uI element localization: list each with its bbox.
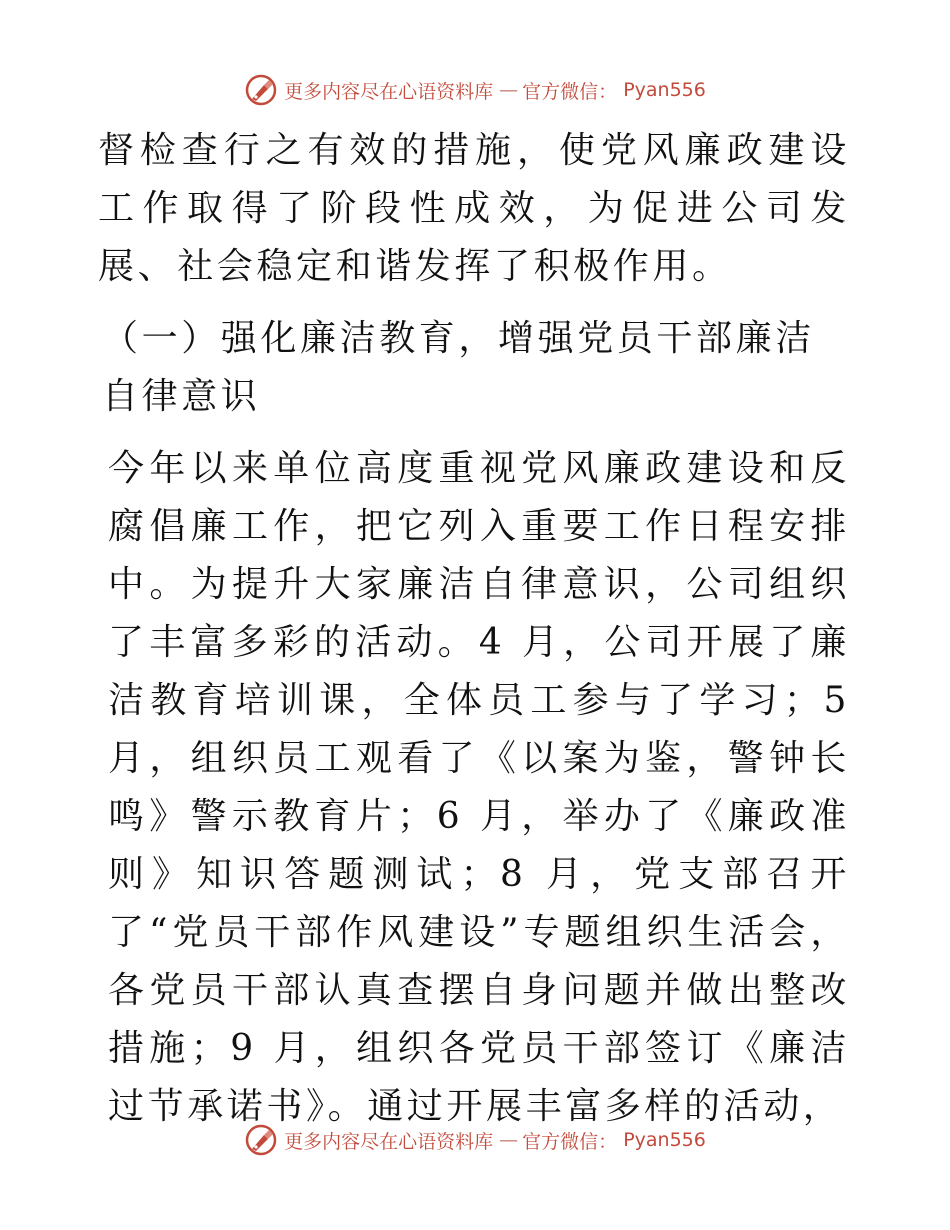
watermark-wechat-id: Pyan556 (623, 79, 706, 101)
paragraph-body: 今年以来单位高度重视党风廉政建设和反腐倡廉工作，把它列入重要工作日程安排中。为提升大家廉洁自律意识，公司组织了丰富多彩的活动。4 月，公司开展了廉洁教育培训课，全体员工参与了学习；5 月，组织员工观看了《以案为鉴，警钟长鸣》警示教育片；6 月，举办了《廉政准则》知识答题测试；8 月，党支部召开了“党员干部作风建设”专题组织生活会，各党员干部认真查摆自身问题并做出整改措施；9 月，组织各党员干部签订《廉洁过节承诺书》。通过开展丰富多样的活动， (108, 448, 850, 1127)
watermark-brand-text: 更多内容尽在心语资料库 (284, 80, 494, 103)
watermark-brand-text: 更多内容尽在心语资料库 (284, 1130, 494, 1153)
header-watermark (0, 70, 950, 110)
watermark-separator: — (499, 79, 517, 101)
footer-watermark (0, 1120, 950, 1160)
watermark-wechat-label: 官方微信： (522, 80, 618, 103)
fountain-pen-logo-icon (244, 1123, 278, 1157)
section-heading: （一）强化廉洁教育，增强党员干部廉洁自律意识 (102, 318, 815, 417)
watermark-wechat-label: 官方微信： (522, 1130, 618, 1153)
document-body (98, 122, 850, 1136)
paragraph-continuation: 督检查行之有效的措施，使党风廉政建设工作取得了阶段性成效，为促进公司发展、社会稳定和谐发挥了积极作用。 (98, 130, 850, 287)
watermark-wechat-id: Pyan556 (623, 1129, 706, 1151)
watermark-separator: — (499, 1129, 517, 1151)
fountain-pen-logo-icon (244, 73, 278, 107)
